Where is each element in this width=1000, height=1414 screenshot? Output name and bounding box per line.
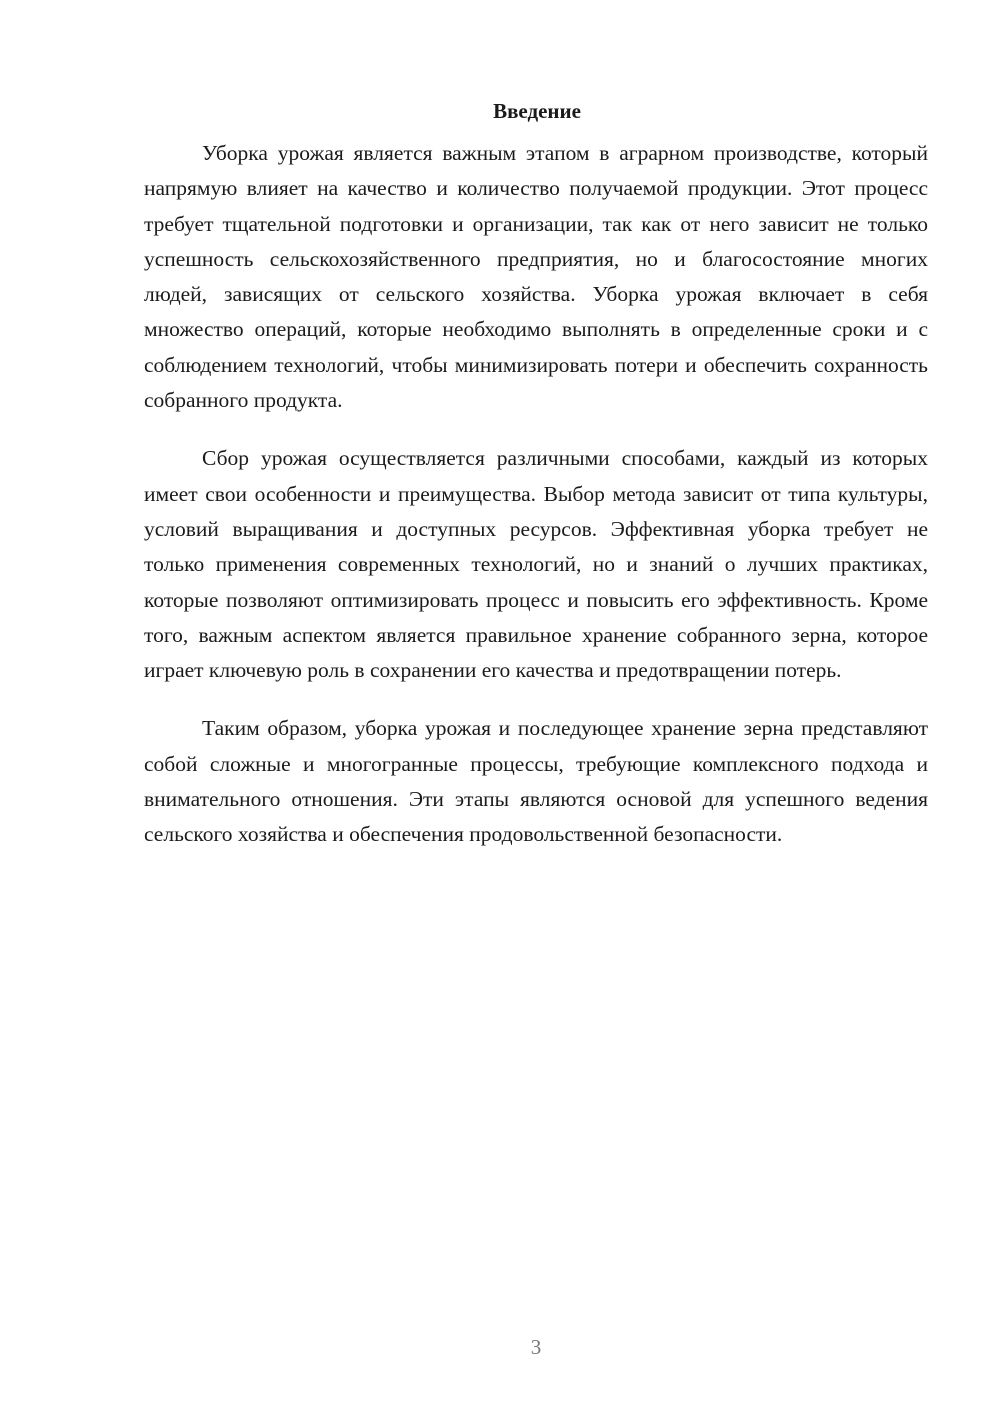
page-number: 3 <box>530 1335 542 1359</box>
paragraph-1: Уборка урожая является важным этапом в аграрном производстве, который напрямую влияет на качество и количество получаемой продукции. Этот процесс требует тщательной подготовки и организации, так как от него зависит не только успешность сельскохозяйственного предприятия, но и благосостояние многих людей, зависящих от сельского хозяйства. Уборка урожая включает в себя множество операций, которые необходимо выполнять в определенные сроки и с соблюдением технологий, чтобы минимизировать потери и обеспечить сохранность собранного продукта. <box>144 141 928 413</box>
page-content <box>144 96 928 876</box>
section-heading: Введение <box>493 99 581 123</box>
paragraph-2: Сбор урожая осуществляется различными способами, каждый из которых имеет свои особенности и преимущества. Выбор метода зависит от типа культуры, условий выращивания и доступных ресурсов. Эффективная уборка требует не только применения современных технологий, но и знаний о лучших практиках, которые позволяют оптимизировать процесс и повысить его эффективность. Кроме того, важным аспектом является правильное хранение собранного зерна, которое играет ключевую роль в сохранении его качества и предотвращении потерь. <box>144 446 928 683</box>
paragraph-3: Таким образом, уборка урожая и последующее хранение зерна представляют собой сложные и многогранные процессы, требующие комплексного подхода и внимательного отношения. Эти этапы являются основой для успешного ведения сельского хозяйства и обеспечения продовольственной безопасности. <box>144 716 928 847</box>
